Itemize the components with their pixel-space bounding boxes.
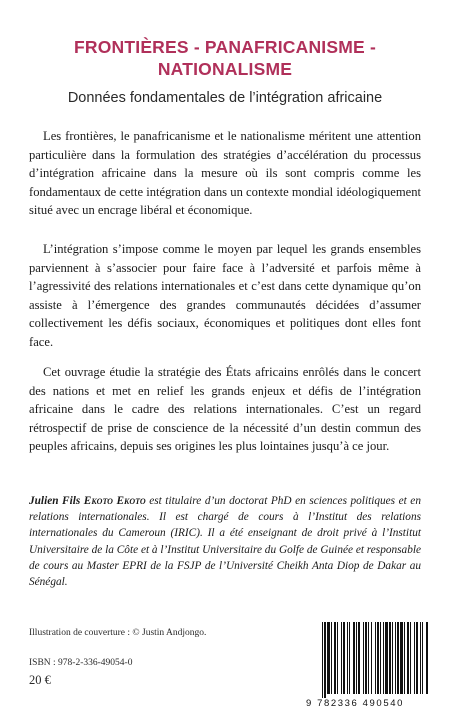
isbn: ISBN : 978-2-336-49054-0 (29, 658, 133, 668)
price: 20 € (29, 673, 51, 687)
author-bio-text: est titulaire d’un doctorat PhD en sciences politiques et en relations internationales. Il est chargé de cours à l’Institut des relations internationales du Cameroun (IRIC). Il a été enseignant de droit privé à l’Institut Universitaire de la Côte et à l’Institut Universitaire du Golfe de Guinée et responsable de cours au Master EPRI de la FSJP de l’Université Cheikh Anta Diop de Dakar au Sénégal. (29, 495, 421, 589)
summary-paragraph-3: Cet ouvrage étudie la stratégie des États africains enrôlés dans le concert des nations et met en relief les grands enjeux et défis de l’intégration africaine dans le cadre des relations internationales. C’est un regard rétrospectif de prise de conscience de la nécessité d’un destin commun des peuples africains, depuis ses origines les plus lointaines jusqu’à ce jour. (29, 365, 421, 454)
summary-paragraph-2: L’intégration s’impose comme le moyen par lequel les grands ensembles parviennent à s’associer pour faire face à l’adversité et parfois même à l’agressivité des relations internationales et c’est dans cette dynamique qu’on assiste à l’émergence des grandes communautés décidées d’assumer collectivement les défis sociaux, économiques et politiques dont elles font face. (29, 242, 421, 349)
book-title (0, 36, 450, 80)
title-line-2: NATIONALISME (157, 59, 293, 79)
barcode-number: 9 782336 490540 (306, 698, 404, 709)
author-bio (29, 493, 421, 590)
cover-credit: Illustration de couverture : © Justin Andjongo. (29, 628, 207, 638)
title-line-1: FRONTIÈRES - PANAFRICANISME - (73, 37, 376, 57)
author-last-name: Ekoto Ekoto (83, 495, 146, 507)
barcode-icon (320, 622, 432, 698)
summary-paragraph-1: Les frontières, le panafricanisme et le nationalisme méritent une attention particulière dans la formulation des stratégies d’accélération du processus d’intégration africaine dans la mesure où ils sont compris comme les fondamentaux de cette intégration dans un contexte mondial idéologiquement situé avec un encrage libéral et économique. (29, 129, 421, 218)
book-subtitle: Données fondamentales de l’intégration africaine (67, 90, 383, 106)
author-first-name: Julien Fils (29, 495, 84, 507)
author-name (29, 495, 146, 507)
